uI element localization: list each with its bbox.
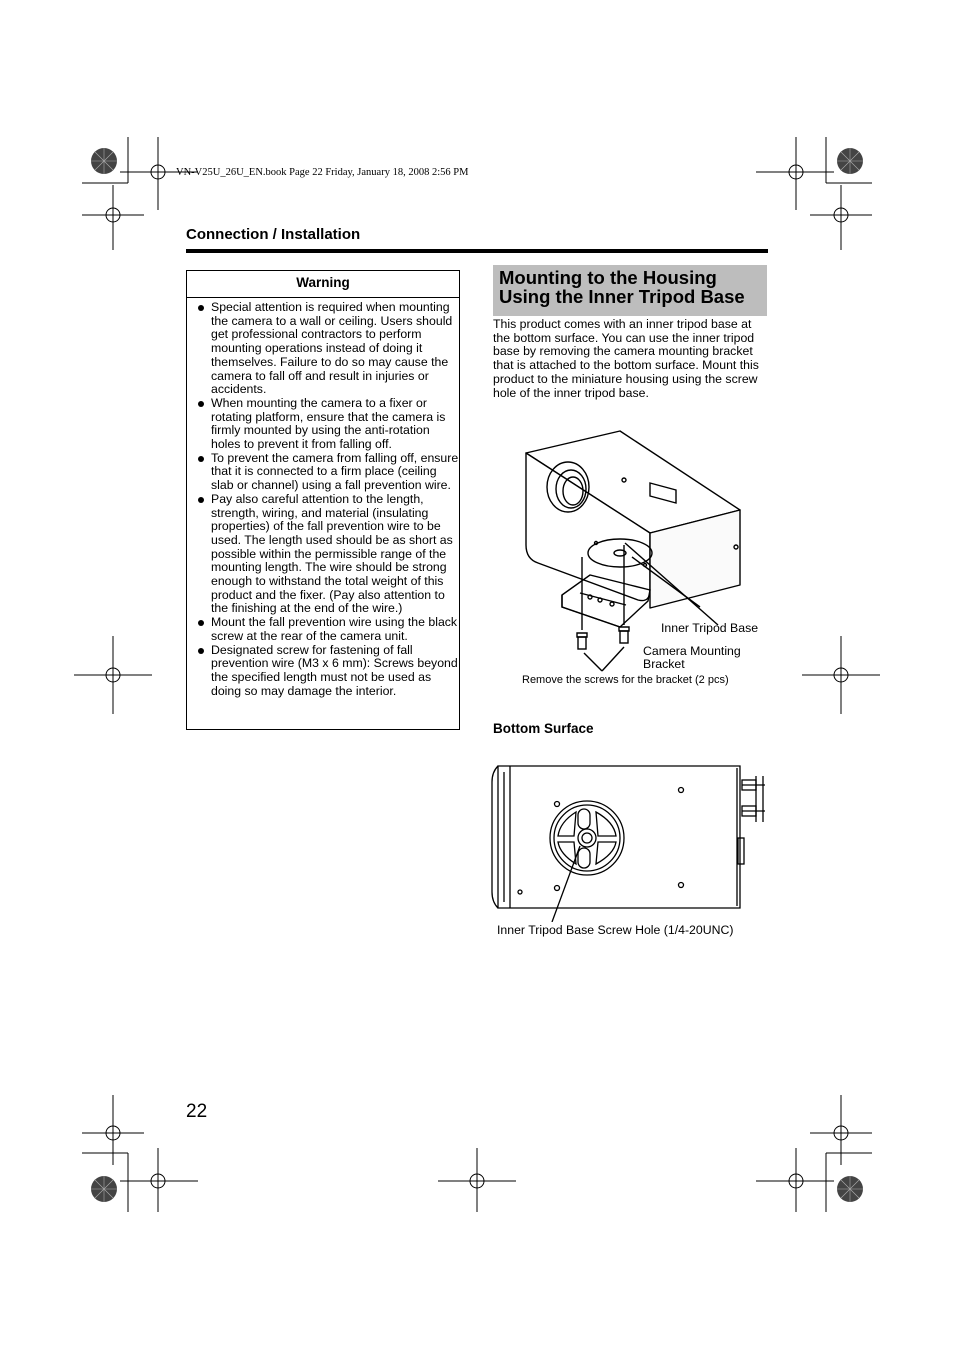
- warning-item: [197, 452, 459, 493]
- bottom-surface-heading: Bottom Surface: [493, 721, 594, 736]
- bullet-icon: [198, 456, 204, 462]
- section-rule: [186, 249, 768, 253]
- warning-title: Warning: [187, 271, 459, 298]
- bullet-icon: [198, 305, 204, 311]
- warning-box: [186, 270, 460, 730]
- warning-item: [197, 301, 459, 397]
- warning-item-text: Designated screw for fastening of fall prevention wire (M3 x 6 mm): Screws beyond the specified length must not be used as doing so may damage the interior.: [211, 642, 458, 698]
- label-camera-mounting-bracket: [643, 645, 741, 671]
- bullet-icon: [198, 648, 204, 654]
- mounting-title-line: Using the Inner Tripod Base: [499, 286, 745, 307]
- warning-item-text: When mounting the camera to a fixer or rotating platform, ensure that the camera is firmly mounted by using the anti-rotation holes to prevent it from falling off.: [211, 395, 446, 452]
- page-number: 22: [186, 1101, 208, 1122]
- camera-bracket-illustration: [500, 425, 770, 675]
- mounting-title-line: Mounting to the Housing: [499, 267, 717, 288]
- bullet-icon: [198, 401, 204, 407]
- bullet-icon: [198, 620, 204, 626]
- warning-item: [197, 397, 459, 452]
- warning-list: [197, 301, 459, 698]
- warning-item-text: To prevent the camera from falling off, ensure that it is connected to a firm place (ceiling slab or channel) using a fall prevention wire.: [211, 450, 459, 493]
- label-bracket-line: Camera Mounting: [643, 644, 741, 658]
- label-screw-hole: Inner Tripod Base Screw Hole (1/4-20UNC): [497, 923, 734, 937]
- warning-item: [197, 644, 459, 699]
- label-inner-tripod-base: Inner Tripod Base: [661, 621, 759, 635]
- figure1-caption: Remove the screws for the bracket (2 pcs): [522, 674, 729, 686]
- mounting-title: [493, 265, 767, 316]
- print-header: VN-V25U_26U_EN.book Page 22 Friday, January 18, 2008 2:56 PM: [176, 167, 469, 178]
- warning-item: [197, 493, 459, 616]
- warning-item-text: Special attention is required when mounting the camera to a wall or ceiling. Users should get professional contractors to perform mounting operations instead of doing it themselves. Failure to do so may cause the camera to fall off and result in injuries or accidents.: [211, 300, 453, 397]
- bullet-icon: [198, 497, 204, 503]
- bottom-surface-illustration: [490, 762, 770, 922]
- warning-item-text: Mount the fall prevention wire using the black screw at the rear of the camera unit.: [211, 615, 458, 643]
- section-heading: Connection / Installation: [186, 226, 361, 243]
- warning-item-text: Pay also careful attention to the length, strength, wiring, and material (insulating properties) of the fall prevention wire to be used. The length used should be as short as possible within the permissible range of the mounting length. The wire should be strong enough to withstand the total weight of this product and the fixer. (Pay also attention to the finishing at the end of the wire.): [211, 491, 453, 616]
- warning-item: [197, 616, 459, 643]
- mounting-intro: This product comes with an inner tripod base at the bottom surface. You can use the inner tripod base by removing the camera mounting bracket that is attached to the bottom surface. Mount this product to the miniature housing using the screw hole of the inner tripod base.: [493, 317, 759, 400]
- label-bracket-line: Bracket: [643, 657, 685, 671]
